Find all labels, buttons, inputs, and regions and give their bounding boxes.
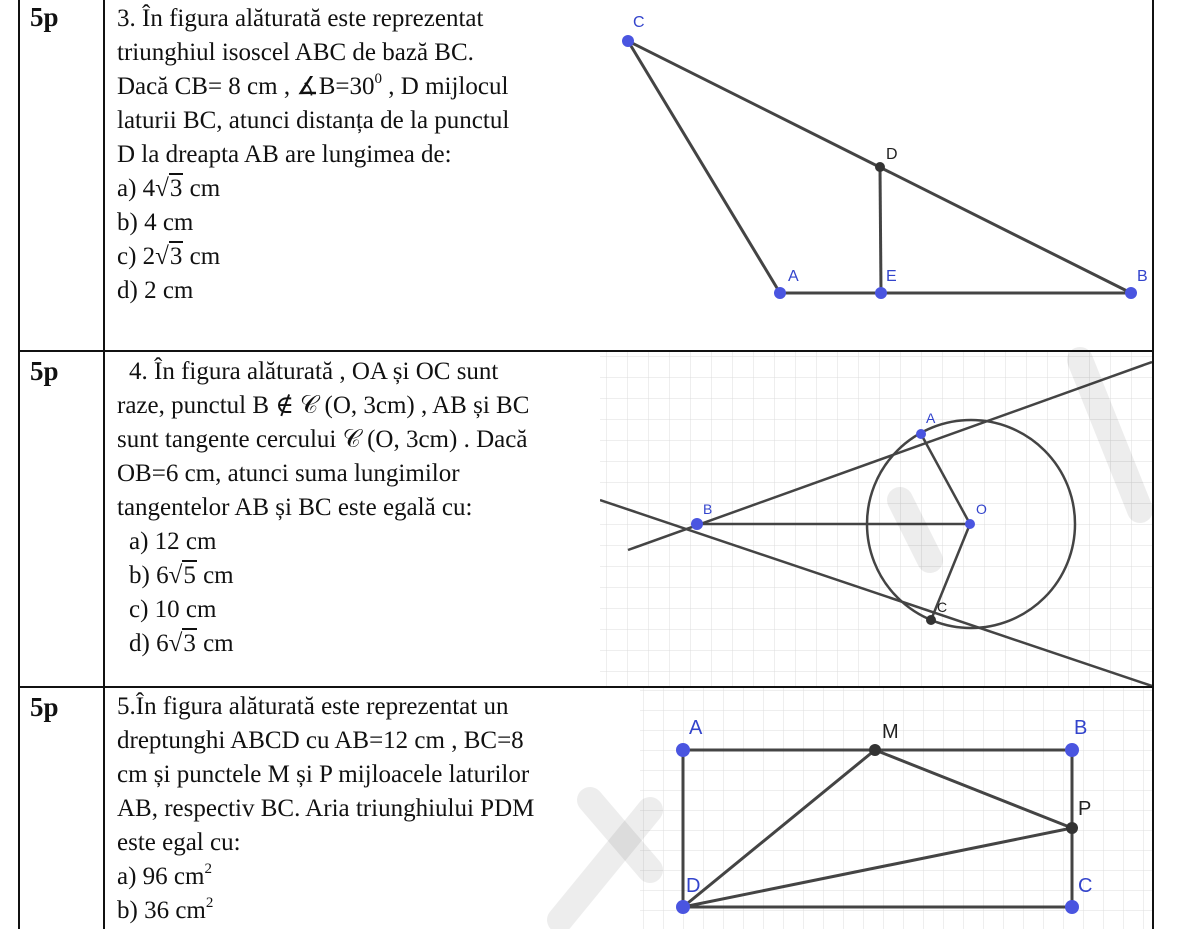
exponent: 2 — [205, 895, 214, 911]
label-c: C — [633, 14, 645, 31]
point-b — [1125, 287, 1137, 299]
q3-line: 3. În figura alăturată este reprezentat — [117, 5, 484, 32]
q4-option-a: a) 12 cm — [129, 528, 217, 555]
table-left-border — [18, 0, 20, 929]
q5-line: dreptunghi ABCD cu AB=12 cm , BC=8 — [117, 727, 524, 754]
q3-option-d: d) 2 cm — [117, 277, 194, 304]
q4-text — [117, 355, 529, 661]
label-c: C — [1078, 875, 1093, 897]
q5-option-b: b) 36 $cm^2$ — [117, 895, 214, 924]
label-e: E — [886, 268, 897, 285]
point-c — [622, 35, 634, 47]
label-m: M — [882, 721, 899, 743]
degree-superscript: 0 — [374, 71, 383, 87]
label-b: B — [1074, 717, 1088, 739]
label-d: D — [686, 875, 701, 897]
label-a: A — [926, 410, 936, 426]
q3-text — [117, 2, 509, 308]
label-a: A — [689, 717, 703, 739]
q4-line: OB=6 cm, atunci suma lungimilor — [117, 460, 460, 487]
q4-line: tangentelor AB și BC este egală cu: — [117, 494, 473, 521]
q4-option-b: b) 6√5 cm — [129, 562, 234, 589]
exponent: 2 — [204, 861, 212, 877]
q5-line: 5.În figura alăturată este reprezentat un — [117, 693, 509, 720]
point-d — [875, 162, 885, 172]
watermark — [500, 330, 1160, 929]
q3-line: D la dreapta AB are lungimea de: — [117, 141, 452, 168]
q3-points: 5p — [30, 2, 59, 32]
q5-points: 5p — [30, 692, 59, 722]
q3-option-c: c) 2√3 cm — [117, 243, 221, 270]
q4-line: 4. În figura alăturată , OA și OC sunt — [129, 358, 499, 385]
q5-line: cm și punctele M și P mijloacele laturilor — [117, 761, 530, 788]
column-divider — [103, 0, 105, 929]
q4-line: sunt tangente cercului 𝒞 (O, 3cm) . Dacă — [117, 426, 528, 453]
q5-option-a: a) 96 $cm^2$ — [117, 861, 212, 890]
point-e — [875, 287, 887, 299]
q3-line: laturii BC, atunci distanța de la punctul — [117, 107, 510, 134]
q5-text — [117, 690, 534, 928]
q3-option-a: a) 4√3 cm — [117, 175, 221, 202]
q5-line: este egal cu: — [117, 829, 241, 856]
q4-option-d: d) 6√3 cm — [129, 630, 234, 657]
q3-figure — [600, 0, 1152, 350]
label-b: B — [1137, 268, 1148, 285]
label-c: C — [937, 599, 948, 615]
q4-line: raze, punctul B ∉ 𝒞 (O, 3cm) , AB și BC — [117, 392, 530, 419]
q3-line: Dacă CB= 8 cm , $∡B=30^0$ , D mijlocul — [117, 71, 509, 100]
label-p: P — [1078, 798, 1092, 820]
q3-line: triunghiul isoscel ABC de bază BC. — [117, 39, 474, 66]
label-d: D — [886, 146, 898, 163]
q4-points: 5p — [30, 356, 59, 386]
q5-line: AB, respectiv BC. Aria triunghiului PDM — [117, 795, 535, 822]
q4-option-c: c) 10 cm — [129, 596, 217, 623]
label-o: O — [976, 501, 987, 517]
label-b: B — [703, 501, 713, 517]
q3-option-b: b) 4 cm — [117, 209, 194, 236]
label-a: A — [788, 268, 799, 285]
point-a — [774, 287, 786, 299]
